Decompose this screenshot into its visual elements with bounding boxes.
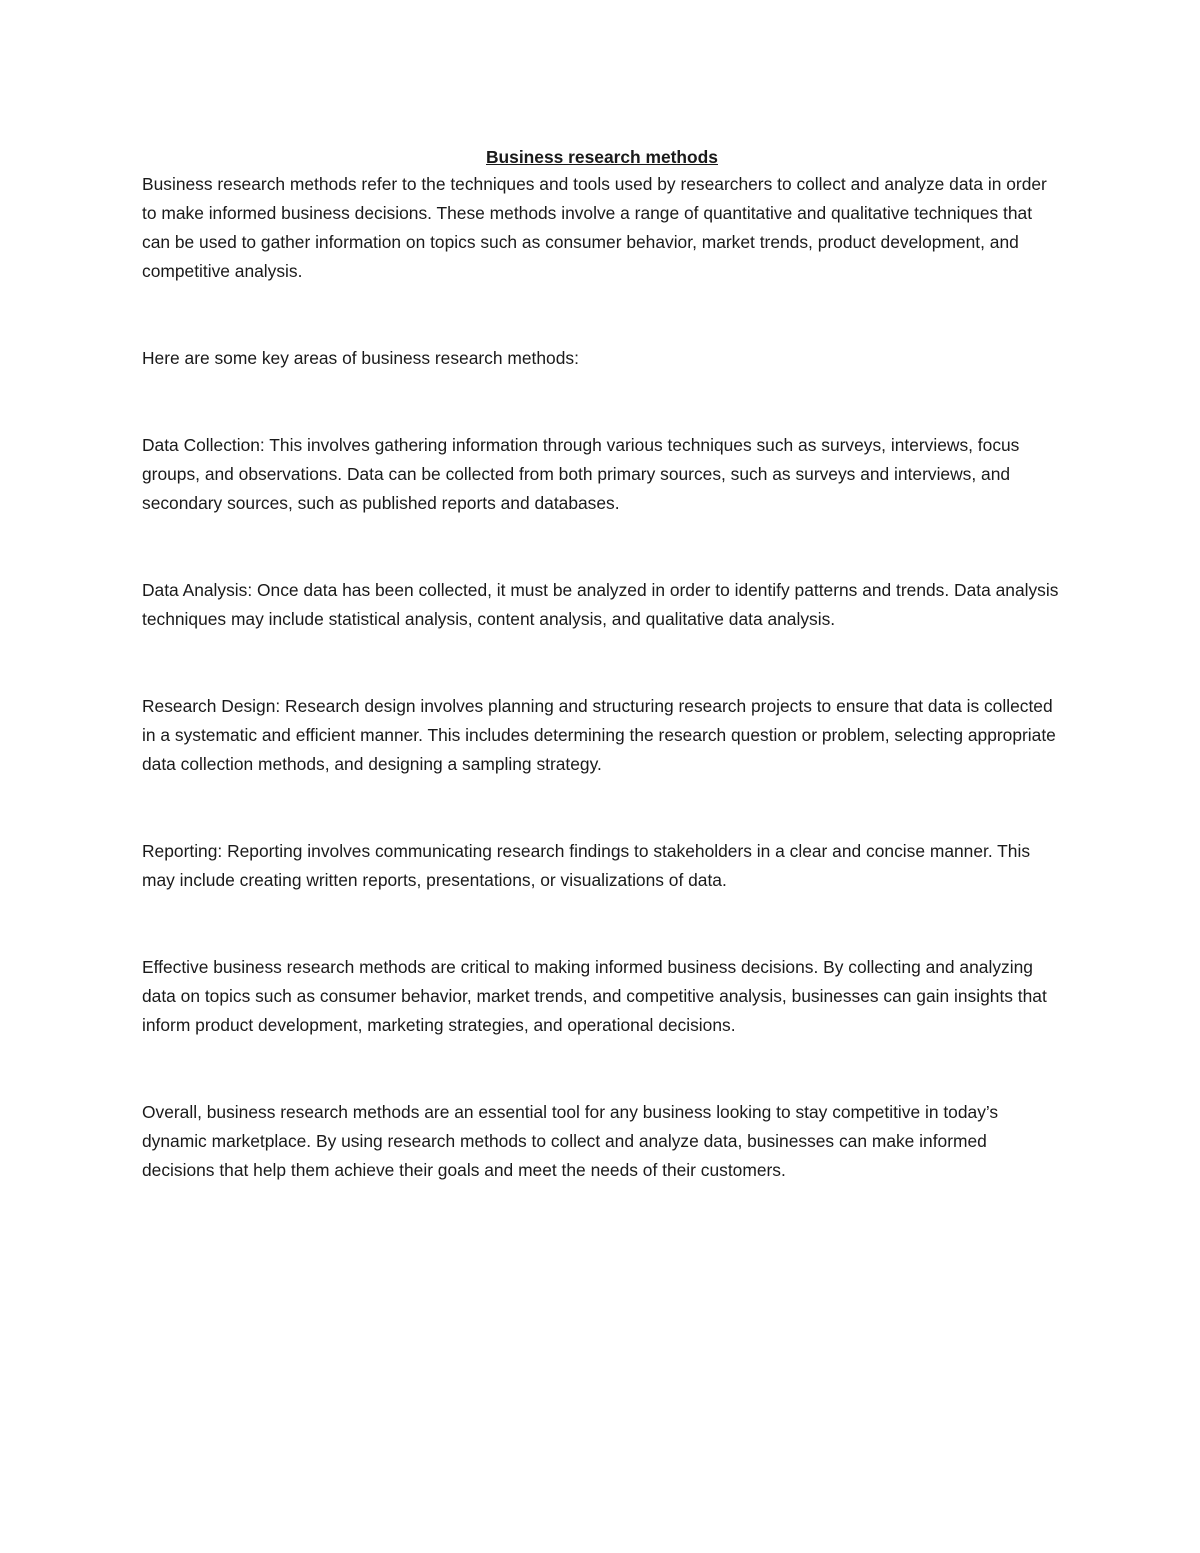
paragraph-reporting: Reporting: Reporting involves communicating research findings to stakeholders in a clear and concise manner. This may include creating written reports, presentations, or visualizations of data. — [142, 841, 1031, 890]
paragraph-overall: Overall, business research methods are an essential tool for any business looking to stay competitive in today’s dynamic marketplace. By using research methods to collect and analyze data, businesses can make informed decisions that help them achieve their goals and meet the needs of their customers. — [142, 1102, 999, 1180]
document-body — [142, 144, 1062, 1185]
document-title: Business research methods — [486, 147, 718, 167]
paragraph-key-areas-intro: Here are some key areas of business research methods: — [142, 348, 579, 368]
paragraph-data-collection: Data Collection: This involves gathering information through various techniques such as surveys, interviews, focus groups, and observations. Data can be collected from both primary sources, such as surveys and interviews, and secondary sources, such as published reports and databases. — [142, 435, 1020, 513]
paragraph-data-analysis: Data Analysis: Once data has been collected, it must be analyzed in order to identify patterns and trends. Data analysis techniques may include statistical analysis, content analysis, and qualitative data analysis. — [142, 580, 1059, 629]
paragraph-effective-methods: Effective business research methods are critical to making informed business decisions. By collecting and analyzing data on topics such as consumer behavior, market trends, and competitive analysis, businesses can gain insights that inform product development, marketing strategies, and operational decisions. — [142, 957, 1047, 1035]
paragraph-intro: Business research methods refer to the techniques and tools used by researchers to collect and analyze data in order to make informed business decisions. These methods involve a range of quantitative and qualitative techniques that can be used to gather information on topics such as consumer behavior, market trends, product development, and competitive analysis. — [142, 174, 1047, 281]
paragraph-research-design: Research Design: Research design involves planning and structuring research projects to ensure that data is collected in a systematic and efficient manner. This includes determining the research question or problem, selecting appropriate data collection methods, and designing a sampling strategy. — [142, 696, 1056, 774]
